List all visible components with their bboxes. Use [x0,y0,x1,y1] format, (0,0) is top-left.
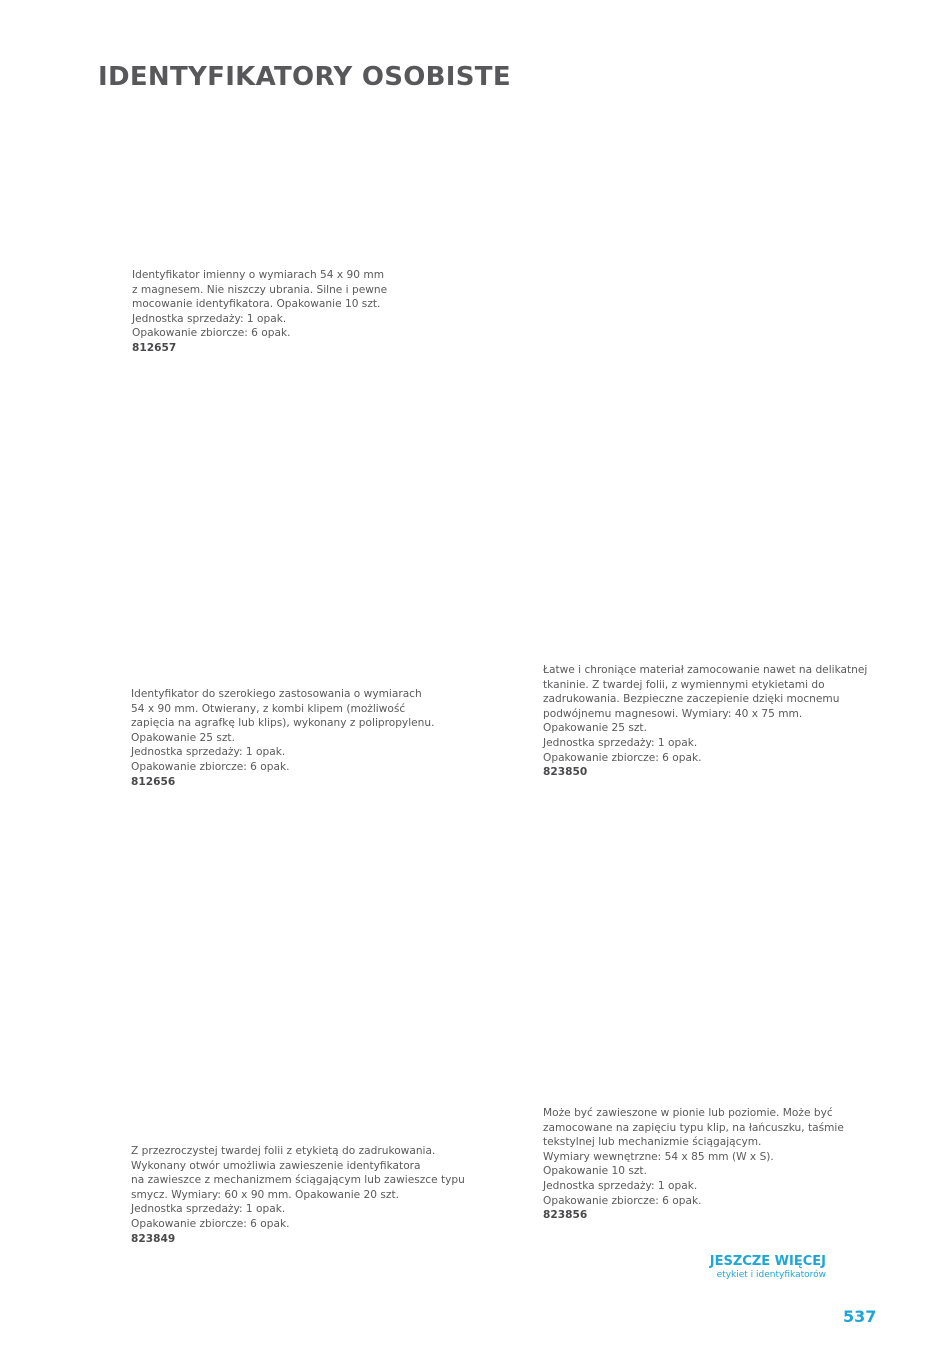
product-code: 812656 [131,775,176,788]
product-description-line: Łatwe i chroniące materiał zamocowanie nawet na delikatnej [543,664,868,676]
product-description-line: zamocowane na zapięciu typu klip, na łańcuszku, taśmie [543,1121,844,1134]
product-description-line: tekstylnej lub mechanizmie ściągającym. [543,1136,762,1149]
product-code: 823850 [543,766,588,779]
product-description-line: Opakowanie zbiorcze: 6 opak. [131,1217,290,1230]
product-description-line: Identyfikator do szerokiego zastosowania o wymiarach [131,688,422,700]
product-description-line: Wymiary wewnętrzne: 54 x 85 mm (W x S). [543,1150,774,1163]
page-number: 537 [843,1307,877,1326]
product-812657 [132,268,387,356]
product-code: 812657 [132,341,177,354]
more-subtitle: etykiet i identyfikatorów [716,1270,826,1280]
product-description-line: Z przezroczystej twardej folii z etykietą do zadrukowania. [131,1145,436,1157]
product-code: 823849 [131,1232,176,1245]
product-description-line: smycz. Wymiary: 60 x 90 mm. Opakowanie 20 szt. [131,1188,399,1201]
product-code: 823856 [543,1209,588,1222]
product-description-line: Opakowanie zbiorcze: 6 opak. [131,760,290,773]
product-description-line: Jednostka sprzedaży: 1 opak. [543,1179,698,1192]
product-description-line: Identyfikator imienny o wymiarach 54 x 90 mm [132,269,385,281]
product-description-line: 54 x 90 mm. Otwierany, z kombi klipem (możliwość [131,702,406,715]
more-title: JESZCZE WIĘCEJ [709,1254,826,1269]
product-description-line: zadrukowania. Bezpieczne zaczepienie dzięki mocnemu [543,693,840,706]
product-description-line: na zawieszce z mechanizmem ściągającym lub zawieszce typu [131,1174,465,1187]
product-description-line: podwójnemu magnesowi. Wymiary: 40 x 75 mm. [543,707,803,720]
more-link[interactable] [710,1254,826,1281]
product-description-line: zapięcia na agrafkę lub klips), wykonany z polipropylenu. [131,717,435,730]
product-description-line: Jednostka sprzedaży: 1 opak. [131,1203,286,1216]
product-description-line: z magnesem. Nie niszczy ubrania. Silne i pewne [132,283,388,296]
product-description-line: Opakowanie 10 szt. [543,1165,647,1178]
product-description-line: Opakowanie 25 szt. [131,731,235,744]
product-823849 [131,1144,465,1246]
product-description-line: Opakowanie zbiorcze: 6 opak. [132,327,291,340]
product-description-line: mocowanie identyfikatora. Opakowanie 10 szt. [132,298,381,311]
product-823856 [543,1106,844,1223]
product-812656 [131,687,434,789]
product-description-line: Opakowanie zbiorcze: 6 opak. [543,1194,702,1207]
product-description-line: Jednostka sprzedaży: 1 opak. [132,312,287,325]
product-description-line: Jednostka sprzedaży: 1 opak. [543,736,698,749]
product-description-line: Opakowanie 25 szt. [543,722,647,735]
product-description-line: Opakowanie zbiorcze: 6 opak. [543,751,702,764]
product-823850 [543,663,867,780]
product-description-line: tkaninie. Z twardej folii, z wymiennymi etykietami do [543,678,825,691]
product-description-line: Może być zawieszone w pionie lub poziomie. Może być [543,1107,833,1119]
product-description-line: Jednostka sprzedaży: 1 opak. [131,746,286,759]
page-title: IDENTYFIKATORY OSOBISTE [98,62,511,92]
product-description-line: Wykonany otwór umożliwia zawieszenie identyfikatora [131,1159,421,1172]
